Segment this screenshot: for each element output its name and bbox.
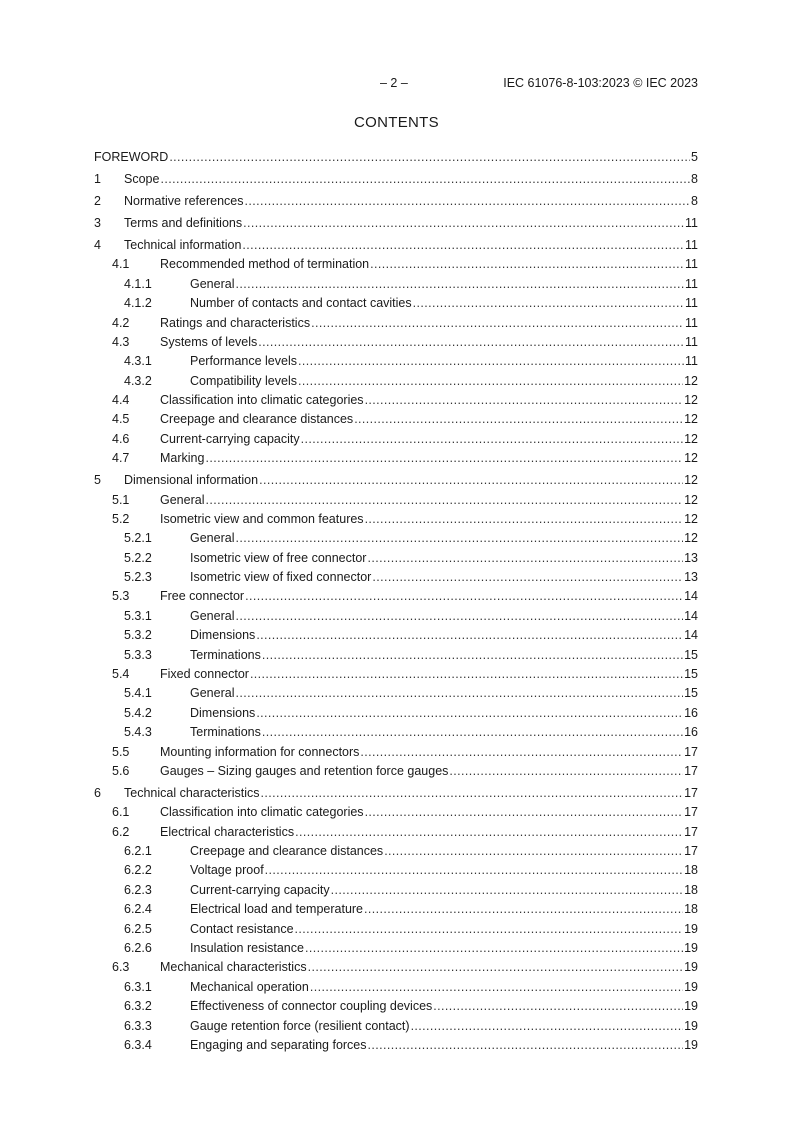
- dot-leader: [169, 150, 690, 164]
- toc-entry-page: 11: [685, 296, 698, 311]
- toc-entry-number: 4.6: [112, 431, 130, 446]
- dot-leader: [367, 551, 683, 565]
- toc-entry-number: 6.2.2: [124, 863, 152, 878]
- toc-entry-number: 4.1.1: [124, 276, 152, 291]
- page-number: – 2 –: [380, 76, 408, 90]
- toc-entry-title: Normative references: [124, 194, 244, 209]
- toc-entry-number: 4.1.2: [124, 296, 152, 311]
- toc-entry[interactable]: [94, 955, 698, 974]
- dot-leader: [243, 216, 684, 230]
- dot-leader: [305, 941, 683, 955]
- toc-entry-number: 4.5: [112, 412, 130, 427]
- toc-entry-page: 19: [684, 960, 698, 975]
- toc-entry-page: 17: [684, 785, 698, 800]
- toc-entry[interactable]: [94, 468, 698, 487]
- toc-entry[interactable]: [94, 233, 698, 252]
- dot-leader: [235, 686, 683, 700]
- toc-entry-title: Isometric view of free connector: [190, 550, 367, 565]
- toc-entry-number: 5.2.3: [124, 570, 152, 585]
- toc-entry-page: 19: [684, 921, 698, 936]
- toc-entry-number: 6.2.1: [124, 844, 152, 859]
- toc-entry-page: 11: [685, 237, 698, 252]
- toc-entry[interactable]: [94, 167, 698, 186]
- toc-entry-title: Effectiveness of connector coupling devices: [190, 999, 433, 1014]
- toc-entry[interactable]: [94, 681, 698, 700]
- dot-leader: [364, 902, 683, 916]
- dot-leader: [384, 844, 683, 858]
- toc-entry-title: Ratings and characteristics: [160, 315, 311, 330]
- toc-entry-page: 19: [684, 979, 698, 994]
- toc-entry[interactable]: [94, 368, 698, 387]
- toc-entry-title: Gauges – Sizing gauges and retention force gauges: [160, 764, 449, 778]
- toc-entry-page: 15: [684, 667, 698, 682]
- toc-entry-number: 6.2.6: [124, 941, 152, 956]
- toc-entry[interactable]: [94, 526, 698, 545]
- dot-leader: [205, 451, 683, 465]
- toc-entry-page: 5: [691, 150, 698, 165]
- toc-entry-page: 11: [685, 216, 698, 231]
- toc-entry-page: 19: [684, 999, 698, 1014]
- toc-entry-title: Dimensional information: [124, 473, 259, 488]
- toc-entry[interactable]: [94, 819, 698, 838]
- toc-entry-number: 6.2.3: [124, 882, 152, 897]
- toc-entry-number: 3: [94, 216, 101, 231]
- toc-entry-page: 8: [691, 194, 698, 209]
- toc-entry[interactable]: [94, 994, 698, 1013]
- toc-entry[interactable]: [94, 189, 698, 208]
- dot-leader: [449, 764, 683, 778]
- toc-entry-number: 6.1: [112, 805, 130, 820]
- toc-entry-title: Mounting information for connectors: [160, 744, 360, 759]
- toc-entry-number: 6.2.4: [124, 902, 152, 917]
- toc-entry-page: 14: [684, 608, 698, 623]
- toc-entry-number: 1: [94, 172, 101, 187]
- toc-entry-number: 5.6: [112, 764, 130, 778]
- toc-entry-number: 6.3: [112, 960, 130, 975]
- toc-entry-number: 4: [94, 237, 101, 252]
- dot-leader: [365, 805, 684, 819]
- toc-entry-number: 2: [94, 194, 101, 209]
- toc-entry-title: Compatibility levels: [190, 373, 297, 388]
- toc-entry-page: 12: [684, 412, 698, 427]
- dot-leader: [411, 1019, 684, 1033]
- toc-entry-title: FOREWORD: [94, 150, 169, 165]
- toc-entry[interactable]: [94, 858, 698, 877]
- toc-entry[interactable]: [94, 603, 698, 622]
- toc-entry[interactable]: [94, 487, 698, 506]
- toc-entry[interactable]: [94, 1013, 698, 1032]
- dot-leader: [310, 980, 683, 994]
- toc-entry-page: 19: [684, 1037, 698, 1052]
- toc-entry[interactable]: [94, 936, 698, 955]
- toc-entry[interactable]: [94, 252, 698, 271]
- toc-entry-page: 13: [684, 550, 698, 565]
- dot-leader: [372, 570, 683, 584]
- toc-entry-page: 11: [685, 354, 698, 369]
- toc-entry-title: Number of contacts and contact cavities: [190, 296, 412, 311]
- toc-entry-title: General: [190, 531, 235, 546]
- toc-entry-title: Technical characteristics: [124, 785, 260, 800]
- dot-leader: [260, 786, 683, 800]
- toc-entry-number: 4.7: [112, 451, 130, 466]
- toc-entry-page: 11: [685, 334, 698, 349]
- toc-entry-page: 12: [684, 473, 698, 488]
- toc-entry-page: 15: [684, 647, 698, 662]
- toc-entry[interactable]: [94, 388, 698, 407]
- toc-entry-number: 6.2: [112, 824, 130, 839]
- toc-entry-page: 12: [684, 373, 698, 388]
- toc-entry-title: General: [190, 276, 235, 291]
- dot-leader: [368, 1038, 684, 1052]
- toc-entry-number: 4.4: [112, 393, 130, 408]
- toc-entry-page: 14: [684, 589, 698, 604]
- toc-entry-number: 4.1: [112, 257, 130, 272]
- toc-entry[interactable]: [94, 426, 698, 445]
- dot-leader: [295, 825, 683, 839]
- toc-entry-number: 6.2.5: [124, 921, 152, 936]
- toc-entry[interactable]: [94, 349, 698, 368]
- toc-entry-title: Fixed connector: [160, 667, 249, 682]
- toc-entry[interactable]: [94, 545, 698, 564]
- toc-entry-title: Contact resistance: [190, 921, 294, 936]
- dot-leader: [250, 667, 683, 681]
- toc-entry-number: 6.3.1: [124, 979, 152, 994]
- dot-leader: [433, 999, 683, 1013]
- toc-entry-title: Electrical characteristics: [160, 824, 295, 839]
- dot-leader: [262, 725, 683, 739]
- dot-leader: [262, 648, 683, 662]
- toc-entry-page: 16: [684, 705, 698, 720]
- dot-leader: [354, 412, 683, 426]
- toc-entry-number: 5.3.2: [124, 628, 152, 643]
- toc-entry-number: 6: [94, 785, 101, 800]
- dot-leader: [295, 922, 684, 936]
- toc-entry-page: 17: [684, 764, 698, 778]
- toc-entry-title: General: [190, 608, 235, 623]
- toc-entry-title: Dimensions: [190, 628, 256, 643]
- toc-entry[interactable]: [94, 700, 698, 719]
- toc-entry-title: Terms and definitions: [124, 216, 243, 231]
- toc-entry[interactable]: [94, 1033, 698, 1052]
- toc-entry-title: Mechanical characteristics: [160, 960, 307, 975]
- toc-entry[interactable]: [94, 662, 698, 681]
- toc-entry-number: 5.4: [112, 667, 130, 682]
- toc-entry[interactable]: [94, 720, 698, 739]
- toc-entry-page: 17: [684, 805, 698, 820]
- toc-entry[interactable]: [94, 211, 698, 230]
- dot-leader: [298, 354, 684, 368]
- toc-entry[interactable]: [94, 330, 698, 349]
- dot-leader: [235, 277, 684, 291]
- toc-entry-page: 13: [684, 570, 698, 585]
- toc-entry[interactable]: [94, 739, 698, 758]
- toc-entry-title: Dimensions: [190, 705, 256, 720]
- toc-entry-title: Terminations: [190, 725, 261, 740]
- toc-entry-number: 5.5: [112, 744, 130, 759]
- toc-entry-page: 12: [684, 451, 698, 466]
- toc-entry-number: 5.3.3: [124, 647, 152, 662]
- toc-entry-title: Isometric view of fixed connector: [190, 570, 372, 585]
- dot-leader: [413, 296, 684, 310]
- toc-entry-title: General: [160, 492, 205, 507]
- dot-leader: [265, 863, 683, 877]
- toc-entry-title: Technical information: [124, 237, 242, 252]
- toc-entry-page: 19: [684, 941, 698, 956]
- toc-entry[interactable]: [94, 291, 698, 310]
- toc-entry-title: Systems of levels: [160, 334, 258, 349]
- toc-entry[interactable]: [94, 145, 698, 164]
- dot-leader: [235, 609, 683, 623]
- dot-leader: [311, 316, 684, 330]
- toc-entry-page: 11: [685, 315, 698, 330]
- toc-entry-number: 6.3.2: [124, 999, 152, 1014]
- toc-entry-title: Classification into climatic categories: [160, 805, 364, 820]
- toc-entry-number: 6.3.4: [124, 1037, 152, 1052]
- toc-entry-title: Recommended method of termination: [160, 257, 370, 272]
- toc-entry[interactable]: [94, 584, 698, 603]
- toc-entry[interactable]: [94, 623, 698, 642]
- dot-leader: [160, 172, 690, 186]
- toc-entry-number: 6.3.3: [124, 1018, 152, 1033]
- toc-entry-page: 17: [684, 844, 698, 859]
- toc-entry-number: 5.4.1: [124, 686, 152, 701]
- toc-entry-title: General: [190, 686, 235, 701]
- toc-entry[interactable]: [94, 407, 698, 426]
- toc-entry-page: 12: [684, 431, 698, 446]
- toc-entry-number: 4.3: [112, 334, 130, 349]
- toc-entry-page: 16: [684, 725, 698, 740]
- toc-entry-page: 12: [684, 511, 698, 526]
- toc-entry[interactable]: [94, 759, 698, 778]
- toc-entry-title: Marking: [160, 451, 205, 466]
- dot-leader: [245, 194, 691, 208]
- toc-entry-number: 5.1: [112, 492, 130, 507]
- toc-entry-title: Terminations: [190, 647, 261, 662]
- toc-entry[interactable]: [94, 446, 698, 465]
- toc-entry[interactable]: [94, 781, 698, 800]
- toc-entry-title: Classification into climatic categories: [160, 393, 364, 408]
- dot-leader: [256, 706, 683, 720]
- toc-entry-page: 11: [685, 276, 698, 291]
- dot-leader: [259, 473, 683, 487]
- toc-entry[interactable]: [94, 974, 698, 993]
- toc-entry-number: 4.3.2: [124, 373, 152, 388]
- toc-entry-title: Gauge retention force (resilient contact): [190, 1018, 410, 1033]
- dot-leader: [365, 512, 684, 526]
- dot-leader: [256, 628, 683, 642]
- dot-leader: [365, 393, 684, 407]
- toc-entry-title: Free connector: [160, 589, 245, 604]
- toc-entry[interactable]: [94, 310, 698, 329]
- toc-entry-title: Electrical load and temperature: [190, 902, 364, 917]
- dot-leader: [298, 374, 683, 388]
- toc-entry-number: 4.3.1: [124, 354, 152, 369]
- toc-entry-number: 4.2: [112, 315, 130, 330]
- dot-leader: [360, 745, 683, 759]
- dot-leader: [301, 432, 683, 446]
- dot-leader: [331, 883, 683, 897]
- toc-entry-page: 12: [684, 531, 698, 546]
- toc-entry-page: 18: [684, 902, 698, 917]
- toc-entry-page: 14: [684, 628, 698, 643]
- dot-leader: [308, 960, 684, 974]
- toc-entry-page: 15: [684, 686, 698, 701]
- dot-leader: [370, 257, 684, 271]
- toc-entry-title: Performance levels: [190, 354, 297, 369]
- table-of-contents: [94, 145, 698, 1052]
- toc-entry-page: 12: [684, 492, 698, 507]
- toc-entry-page: 17: [684, 744, 698, 759]
- toc-entry-number: 5.4.3: [124, 725, 152, 740]
- dot-leader: [205, 493, 683, 507]
- page-title: CONTENTS: [354, 114, 439, 131]
- toc-entry-page: 8: [691, 172, 698, 187]
- toc-entry-page: 12: [684, 393, 698, 408]
- toc-entry-title: Insulation resistance: [190, 941, 304, 956]
- toc-entry[interactable]: [94, 642, 698, 661]
- toc-entry[interactable]: [94, 877, 698, 896]
- dot-leader: [242, 238, 684, 252]
- dot-leader: [258, 335, 684, 349]
- toc-entry[interactable]: [94, 897, 698, 916]
- toc-entry[interactable]: [94, 507, 698, 526]
- toc-entry[interactable]: [94, 271, 698, 290]
- toc-entry-title: Creepage and clearance distances: [190, 844, 384, 859]
- dot-leader: [245, 589, 683, 603]
- toc-entry-number: 5.2.2: [124, 550, 152, 565]
- standard-reference: IEC 61076-8-103:2023 © IEC 2023: [503, 76, 698, 90]
- toc-entry-number: 5.3: [112, 589, 130, 604]
- toc-entry-page: 17: [684, 824, 698, 839]
- toc-entry-title: Engaging and separating forces: [190, 1037, 367, 1052]
- toc-entry-title: Scope: [124, 172, 160, 187]
- toc-entry-title: Creepage and clearance distances: [160, 412, 354, 427]
- toc-entry-page: 11: [685, 257, 698, 272]
- toc-entry[interactable]: [94, 916, 698, 935]
- toc-entry[interactable]: [94, 839, 698, 858]
- toc-entry-page: 19: [684, 1018, 698, 1033]
- toc-entry-number: 5.3.1: [124, 608, 152, 623]
- dot-leader: [235, 531, 683, 545]
- toc-entry-page: 18: [684, 863, 698, 878]
- toc-entry-title: Current-carrying capacity: [190, 882, 330, 897]
- toc-entry-number: 5.2.1: [124, 531, 152, 546]
- toc-entry-title: Current-carrying capacity: [160, 431, 300, 446]
- toc-entry-number: 5.2: [112, 511, 130, 526]
- toc-entry[interactable]: [94, 800, 698, 819]
- toc-entry-number: 5.4.2: [124, 705, 152, 720]
- toc-entry[interactable]: [94, 565, 698, 584]
- toc-entry-number: 5: [94, 473, 101, 488]
- toc-entry-page: 18: [684, 882, 698, 897]
- toc-entry-title: Voltage proof: [190, 863, 264, 878]
- toc-entry-title: Mechanical operation: [190, 979, 309, 994]
- toc-entry-title: Isometric view and common features: [160, 511, 364, 526]
